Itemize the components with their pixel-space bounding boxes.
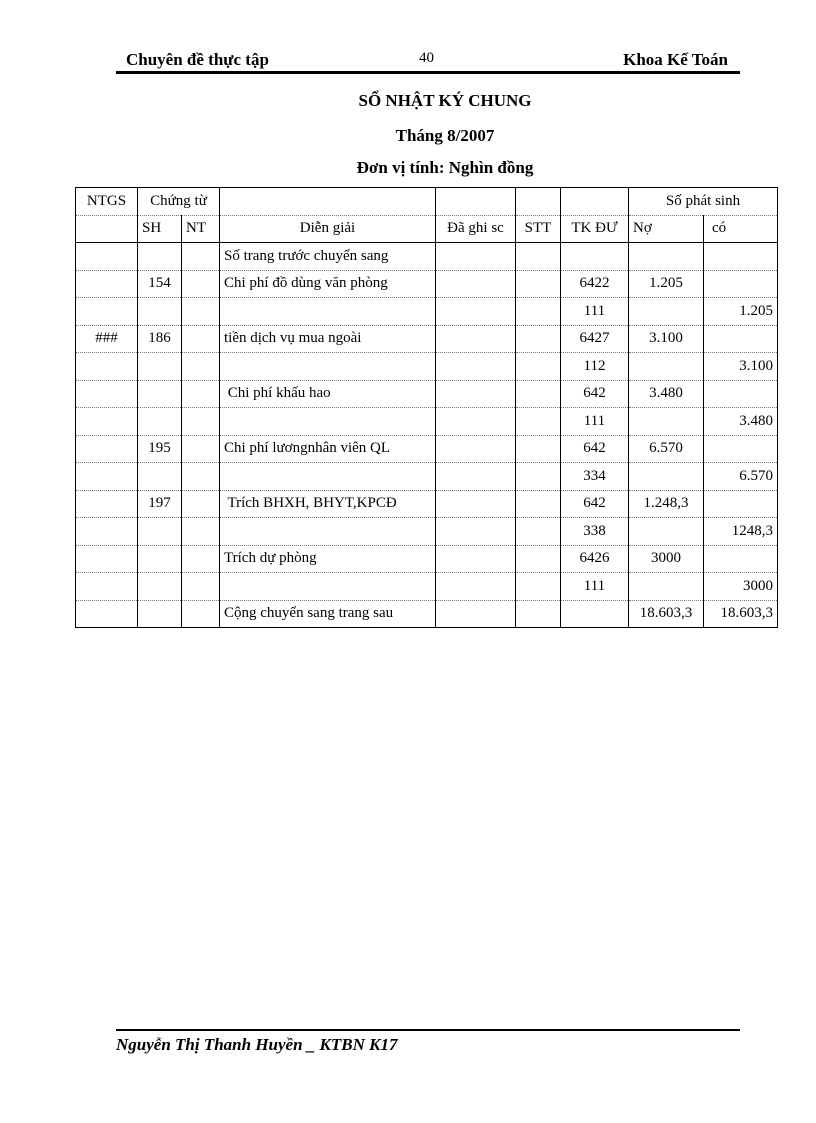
cell-ntgs	[76, 490, 138, 518]
table-row	[76, 490, 778, 518]
cell-ntgs	[76, 298, 138, 326]
cell-ntgs	[76, 380, 138, 408]
cell-co	[704, 243, 778, 271]
cell-stt	[516, 463, 561, 491]
cell-tk-du: 6426	[561, 545, 629, 573]
cell-tk-du: 642	[561, 380, 629, 408]
header-rule	[116, 71, 740, 74]
cell-tk-du: 111	[561, 573, 629, 601]
cell-no	[629, 353, 704, 381]
cell-no: 3.480	[629, 380, 704, 408]
cell-ntgs	[76, 408, 138, 436]
cell-co: 3.480	[704, 408, 778, 436]
cell-sh	[138, 243, 182, 271]
cell-nt	[182, 435, 220, 463]
cell-sh: 154	[138, 270, 182, 298]
cell-dien-giai: Chi phí đồ dùng văn phòng	[220, 270, 436, 298]
cell-tk-du: 338	[561, 518, 629, 546]
col-header-empty	[516, 188, 561, 216]
table-row	[76, 325, 778, 353]
cell-dien-giai: Cộng chuyển sang trang sau	[220, 600, 436, 628]
cell-tk-du	[561, 243, 629, 271]
cell-ntgs	[76, 435, 138, 463]
table-row	[76, 545, 778, 573]
cell-no	[629, 463, 704, 491]
cell-tk-du: 111	[561, 408, 629, 436]
cell-stt	[516, 490, 561, 518]
cell-sh: 195	[138, 435, 182, 463]
cell-ntgs	[76, 463, 138, 491]
document-title: SỔ NHẬT KÝ CHUNG	[358, 91, 532, 110]
cell-stt	[516, 573, 561, 601]
cell-dien-giai: Số trang trước chuyển sang	[220, 243, 436, 271]
cell-no	[629, 298, 704, 326]
table-row	[76, 298, 778, 326]
cell-dien-giai: Trích dự phòng	[220, 545, 436, 573]
footer-author: Nguyễn Thị Thanh Huyền _ KTBN K17	[116, 1035, 398, 1054]
header-row-1	[76, 188, 778, 216]
table-row	[76, 353, 778, 381]
cell-stt	[516, 270, 561, 298]
cell-co	[704, 380, 778, 408]
cell-co	[704, 270, 778, 298]
cell-dien-giai	[220, 298, 436, 326]
cell-no: 1.205	[629, 270, 704, 298]
table-row	[76, 600, 778, 628]
col-header-nt: NT	[182, 215, 220, 243]
col-header-stt: STT	[516, 215, 561, 243]
cell-tk-du	[561, 600, 629, 628]
cell-da-ghi-sc	[436, 298, 516, 326]
cell-no: 18.603,3	[629, 600, 704, 628]
cell-nt	[182, 325, 220, 353]
cell-sh: 186	[138, 325, 182, 353]
cell-nt	[182, 518, 220, 546]
cell-nt	[182, 353, 220, 381]
cell-ntgs	[76, 573, 138, 601]
cell-co	[704, 490, 778, 518]
cell-dien-giai	[220, 353, 436, 381]
cell-da-ghi-sc	[436, 243, 516, 271]
cell-tk-du: 6427	[561, 325, 629, 353]
header-left-title: Chuyên đề thực tập	[126, 50, 269, 69]
cell-ntgs	[76, 545, 138, 573]
cell-da-ghi-sc	[436, 518, 516, 546]
cell-tk-du: 334	[561, 463, 629, 491]
cell-stt	[516, 545, 561, 573]
col-header-empty	[436, 188, 516, 216]
cell-ntgs	[76, 353, 138, 381]
col-header-ntgs: NTGS	[76, 188, 138, 216]
cell-sh	[138, 518, 182, 546]
col-header-da-ghi-sc: Đã ghi sc	[436, 215, 516, 243]
cell-nt	[182, 380, 220, 408]
col-header-co: có	[704, 215, 778, 243]
table-row	[76, 573, 778, 601]
header-right-title: Khoa Kế Toán	[623, 50, 728, 69]
cell-sh	[138, 298, 182, 326]
cell-stt	[516, 408, 561, 436]
cell-no	[629, 518, 704, 546]
cell-dien-giai: Trích BHXH, BHYT,KPCĐ	[220, 490, 436, 518]
page-number: 40	[419, 50, 434, 66]
cell-co: 6.570	[704, 463, 778, 491]
cell-da-ghi-sc	[436, 435, 516, 463]
cell-tk-du: 6422	[561, 270, 629, 298]
cell-da-ghi-sc	[436, 545, 516, 573]
cell-no: 3000	[629, 545, 704, 573]
table-row	[76, 408, 778, 436]
cell-sh	[138, 353, 182, 381]
cell-da-ghi-sc	[436, 353, 516, 381]
cell-da-ghi-sc	[436, 270, 516, 298]
cell-da-ghi-sc	[436, 463, 516, 491]
cell-nt	[182, 490, 220, 518]
cell-nt	[182, 600, 220, 628]
cell-tk-du: 111	[561, 298, 629, 326]
cell-tk-du: 642	[561, 435, 629, 463]
cell-da-ghi-sc	[436, 490, 516, 518]
cell-da-ghi-sc	[436, 573, 516, 601]
col-header-so-phat-sinh: Số phát sinh	[629, 188, 778, 216]
col-header-empty	[220, 188, 436, 216]
cell-co: 1.205	[704, 298, 778, 326]
cell-da-ghi-sc	[436, 408, 516, 436]
cell-dien-giai: Chi phí khấu hao	[220, 380, 436, 408]
cell-stt	[516, 380, 561, 408]
cell-stt	[516, 600, 561, 628]
cell-nt	[182, 243, 220, 271]
cell-no	[629, 573, 704, 601]
cell-co	[704, 325, 778, 353]
cell-stt	[516, 435, 561, 463]
cell-ntgs	[76, 600, 138, 628]
cell-sh: 197	[138, 490, 182, 518]
table-row	[76, 435, 778, 463]
cell-dien-giai: tiền dịch vụ mua ngoài	[220, 325, 436, 353]
cell-co	[704, 435, 778, 463]
page-footer	[116, 1029, 740, 1055]
cell-stt	[516, 325, 561, 353]
cell-co: 3.100	[704, 353, 778, 381]
cell-da-ghi-sc	[436, 380, 516, 408]
cell-sh	[138, 408, 182, 436]
col-header-tk-du: TK ĐƯ	[561, 215, 629, 243]
cell-nt	[182, 545, 220, 573]
table-row	[76, 463, 778, 491]
cell-co: 3000	[704, 573, 778, 601]
cell-sh	[138, 573, 182, 601]
table-row	[76, 518, 778, 546]
cell-nt	[182, 573, 220, 601]
cell-co	[704, 545, 778, 573]
cell-dien-giai	[220, 408, 436, 436]
footer-rule	[116, 1029, 740, 1031]
cell-no: 6.570	[629, 435, 704, 463]
cell-dien-giai	[220, 463, 436, 491]
col-header-chung-tu: Chứng từ	[138, 188, 220, 216]
cell-sh	[138, 380, 182, 408]
document-unit: Đơn vị tính: Nghìn đồng	[356, 158, 534, 177]
cell-da-ghi-sc	[436, 325, 516, 353]
cell-sh	[138, 463, 182, 491]
cell-stt	[516, 243, 561, 271]
cell-dien-giai: Chi phí lươngnhân viên QL	[220, 435, 436, 463]
cell-ntgs	[76, 518, 138, 546]
cell-ntgs	[76, 243, 138, 271]
cell-nt	[182, 298, 220, 326]
cell-sh	[138, 600, 182, 628]
cell-co: 1248,3	[704, 518, 778, 546]
col-header-empty	[561, 188, 629, 216]
cell-dien-giai	[220, 573, 436, 601]
cell-stt	[516, 298, 561, 326]
cell-da-ghi-sc	[436, 600, 516, 628]
journal-table	[75, 187, 778, 628]
table-row	[76, 270, 778, 298]
col-header-no: Nợ	[629, 215, 704, 243]
cell-no: 3.100	[629, 325, 704, 353]
table-row	[76, 243, 778, 271]
page-header	[116, 48, 740, 72]
document-period: Tháng 8/2007	[395, 126, 495, 145]
col-header-empty	[76, 215, 138, 243]
cell-ntgs	[76, 270, 138, 298]
cell-ntgs: ###	[76, 325, 138, 353]
cell-tk-du: 112	[561, 353, 629, 381]
col-header-sh: SH	[138, 215, 182, 243]
cell-no	[629, 408, 704, 436]
cell-sh	[138, 545, 182, 573]
cell-tk-du: 642	[561, 490, 629, 518]
header-row-2	[76, 215, 778, 243]
table-row	[76, 380, 778, 408]
cell-no	[629, 243, 704, 271]
cell-no: 1.248,3	[629, 490, 704, 518]
cell-stt	[516, 518, 561, 546]
cell-nt	[182, 270, 220, 298]
cell-stt	[516, 353, 561, 381]
col-header-dien-giai: Diễn giải	[220, 215, 436, 243]
cell-dien-giai	[220, 518, 436, 546]
cell-co: 18.603,3	[704, 600, 778, 628]
cell-nt	[182, 408, 220, 436]
cell-nt	[182, 463, 220, 491]
